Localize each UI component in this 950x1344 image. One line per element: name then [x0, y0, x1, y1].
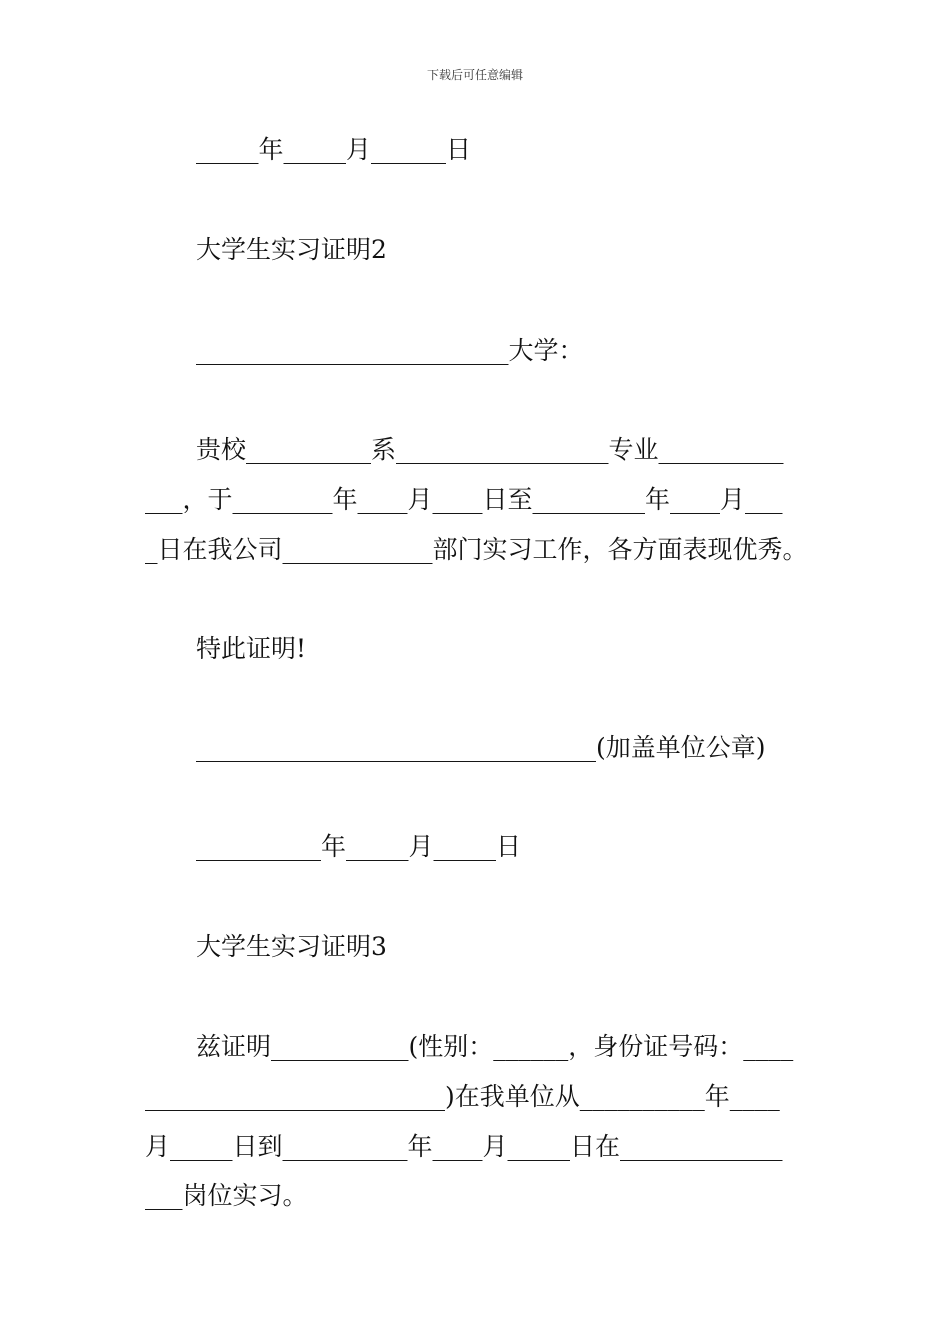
certify-line: 特此证明! — [196, 634, 307, 663]
page-header: 下载后可任意编辑 — [426, 68, 523, 82]
body-line: _日在我公司____________部门实习工作，各方面表现优秀。 — [145, 535, 808, 564]
seal-line: ________________________________(加盖单位公章) — [196, 733, 766, 762]
body-line: ________________________)在我单位从__________年____ — [145, 1082, 780, 1111]
body-line: 贵校__________系_________________专业__________ — [196, 435, 784, 464]
body-line: 月_____日到__________年____月_____日在_____________ — [145, 1132, 783, 1161]
body-line: ___岗位实习。 — [145, 1181, 308, 1210]
date-line: __________年_____月_____日 — [196, 832, 522, 861]
body-line: ___，于________年____月____日至_________年____月___ — [145, 485, 783, 514]
section-title: 大学生实习证明2 — [196, 235, 387, 264]
body-line: 兹证明___________(性别：______，身份证号码：____ — [196, 1032, 794, 1061]
date-line: _____年_____月______日 — [196, 135, 472, 164]
section-title: 大学生实习证明3 — [196, 932, 387, 961]
addressee-line: _________________________大学： — [196, 336, 584, 365]
